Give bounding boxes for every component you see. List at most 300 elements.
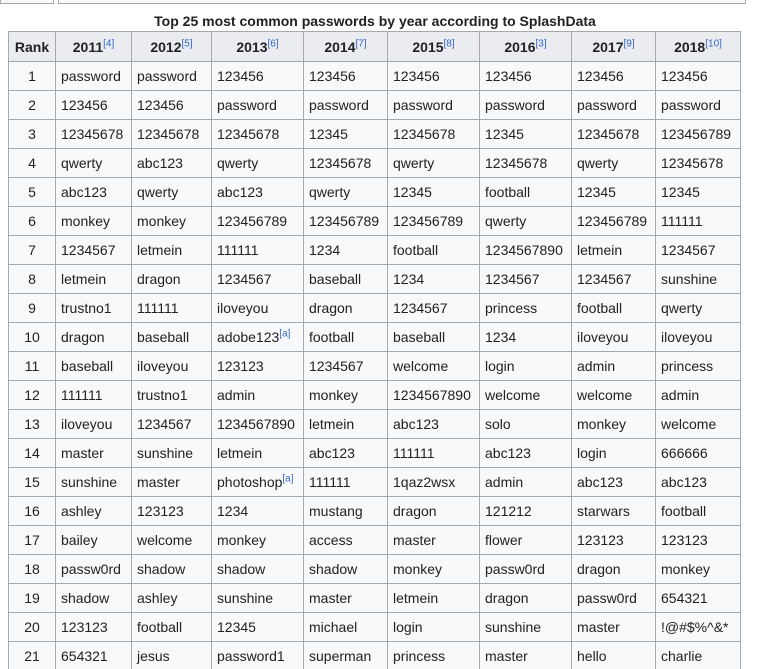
- password-value: 12345: [309, 126, 348, 142]
- password-value: iloveyou: [577, 329, 629, 345]
- password-value: 12345678: [309, 155, 372, 171]
- password-value: password: [393, 97, 453, 113]
- password-value: welcome: [393, 358, 449, 374]
- previous-content-edge: [0, 0, 759, 8]
- password-cell: [132, 439, 212, 468]
- password-value: abc123: [577, 474, 623, 490]
- password-value: 1234567: [661, 242, 716, 258]
- password-value: 1234: [485, 329, 517, 345]
- password-cell: [480, 207, 572, 236]
- password-cell: [572, 207, 656, 236]
- password-value: shadow: [309, 561, 358, 577]
- password-value: qwerty: [661, 300, 703, 316]
- password-value: sunshine: [137, 445, 194, 461]
- password-cell: [656, 62, 741, 91]
- password-value: 121212: [485, 503, 532, 519]
- password-value: princess: [485, 300, 538, 316]
- password-value: 123456789: [217, 213, 288, 229]
- password-cell: [572, 642, 656, 669]
- password-value: letmein: [137, 242, 183, 258]
- password-value: 123123: [137, 503, 184, 519]
- rank-value: 12: [24, 387, 40, 403]
- password-value: 111111: [217, 242, 259, 258]
- note-link[interactable]: [a]: [279, 328, 291, 340]
- password-cell: [56, 62, 132, 91]
- header-year-2015: [388, 32, 480, 62]
- password-value: 111111: [137, 300, 179, 316]
- password-value: welcome: [661, 416, 717, 432]
- password-cell: [212, 642, 304, 669]
- password-value: football: [309, 329, 355, 345]
- table-row: [9, 555, 741, 584]
- password-cell: [56, 207, 132, 236]
- password-cell: [304, 236, 388, 265]
- password-cell: [212, 91, 304, 120]
- password-value: 1234567: [577, 271, 632, 287]
- password-cell: [56, 294, 132, 323]
- password-cell: [572, 294, 656, 323]
- header-rank: [9, 32, 56, 62]
- table-row: [9, 178, 741, 207]
- password-cell: [480, 497, 572, 526]
- password-cell: [480, 323, 572, 352]
- password-cell: [56, 149, 132, 178]
- password-cell: [388, 236, 480, 265]
- password-cell: [212, 381, 304, 410]
- password-cell: [212, 236, 304, 265]
- password-value: 1234: [217, 503, 249, 519]
- password-cell: [656, 352, 741, 381]
- password-value: 1234567: [217, 271, 272, 287]
- password-value: welcome: [485, 387, 541, 403]
- rank-value: 20: [24, 619, 40, 635]
- password-value: baseball: [61, 358, 114, 374]
- table-body: [9, 62, 741, 669]
- password-cell: [212, 149, 304, 178]
- password-value: abc123: [485, 445, 531, 461]
- password-value: master: [309, 590, 352, 606]
- table-row: [9, 62, 741, 91]
- password-value: 1234567: [309, 358, 364, 374]
- password-value: 123456789: [309, 213, 380, 229]
- password-value: 1qaz2wsx: [393, 474, 456, 490]
- password-cell: [56, 120, 132, 149]
- password-cell: [304, 207, 388, 236]
- password-cell: [480, 91, 572, 120]
- password-value: 12345678: [217, 126, 280, 142]
- reference-link[interactable]: [5]: [181, 37, 193, 49]
- password-value: 12345: [485, 126, 524, 142]
- password-cell: [388, 555, 480, 584]
- rank-cell: [9, 468, 56, 497]
- rank-cell: [9, 323, 56, 352]
- password-value: 123123: [577, 532, 624, 548]
- password-value: football: [485, 184, 531, 200]
- password-cell: [212, 497, 304, 526]
- password-value: 111111: [309, 474, 351, 490]
- password-value: flower: [485, 532, 523, 548]
- password-value: iloveyou: [217, 300, 269, 316]
- password-value: 123456789: [577, 213, 648, 229]
- password-cell: [132, 294, 212, 323]
- reference-link[interactable]: [4]: [103, 37, 115, 49]
- password-value: sunshine: [217, 590, 274, 606]
- table-row: [9, 642, 741, 669]
- header-label: 2012: [150, 38, 182, 55]
- password-value: 1234567: [393, 300, 448, 316]
- password-value: 12345: [393, 184, 432, 200]
- password-value: mustang: [309, 503, 363, 519]
- header-year-2012: [132, 32, 212, 62]
- password-value: 123456: [309, 68, 356, 84]
- password-value: michael: [309, 619, 358, 635]
- table-caption: Top 25 most common passwords by year according to SplashData: [154, 13, 596, 29]
- table-row: [9, 468, 741, 497]
- password-value: letmein: [61, 271, 107, 287]
- header-year-2016: [480, 32, 572, 62]
- password-cell: [56, 91, 132, 120]
- password-value: qwerty: [577, 155, 619, 171]
- password-cell: [480, 410, 572, 439]
- password-cell: [480, 555, 572, 584]
- header-label: 2013: [236, 38, 268, 55]
- password-value: login: [485, 358, 515, 374]
- password-value: 12345678: [661, 155, 724, 171]
- rank-cell: [9, 381, 56, 410]
- password-cell: [304, 323, 388, 352]
- password-cell: [56, 323, 132, 352]
- password-cell: [480, 381, 572, 410]
- table-row: [9, 381, 741, 410]
- password-value: hello: [577, 648, 607, 664]
- password-cell: [56, 265, 132, 294]
- password-value: abc123: [137, 155, 183, 171]
- password-cell: [56, 497, 132, 526]
- password-cell: [304, 439, 388, 468]
- password-cell: [212, 178, 304, 207]
- password-cell: [304, 584, 388, 613]
- password-value: abc123: [217, 184, 263, 200]
- password-value: football: [577, 300, 623, 316]
- table-row: [9, 120, 741, 149]
- password-cell: [572, 352, 656, 381]
- prev-table-edge-right: [58, 0, 746, 4]
- rank-cell: [9, 555, 56, 584]
- rank-value: 9: [28, 300, 36, 316]
- password-value: 654321: [661, 590, 708, 606]
- password-value: 111111: [61, 387, 103, 403]
- password-cell: [480, 149, 572, 178]
- password-value: 123456: [61, 97, 108, 113]
- password-value: qwerty: [217, 155, 259, 171]
- password-cell: [480, 352, 572, 381]
- header-label: 2014: [324, 38, 356, 55]
- password-cell: [56, 613, 132, 642]
- password-cell: [132, 381, 212, 410]
- password-cell: [388, 410, 480, 439]
- rank-cell: [9, 120, 56, 149]
- password-value: baseball: [393, 329, 446, 345]
- password-value: 123456789: [393, 213, 464, 229]
- password-cell: [572, 410, 656, 439]
- password-cell: [480, 294, 572, 323]
- password-cell: [132, 352, 212, 381]
- table-row: [9, 149, 741, 178]
- password-cell: [304, 642, 388, 669]
- password-cell: [132, 178, 212, 207]
- password-value: master: [393, 532, 436, 548]
- password-cell: [212, 584, 304, 613]
- password-value: ashley: [137, 590, 178, 606]
- password-value: password: [485, 97, 545, 113]
- rank-value: 16: [24, 503, 40, 519]
- password-cell: [572, 323, 656, 352]
- password-value: sunshine: [485, 619, 542, 635]
- reference-link[interactable]: [8]: [443, 37, 455, 49]
- password-value: princess: [661, 358, 714, 374]
- password-cell: [572, 497, 656, 526]
- password-cell: [480, 62, 572, 91]
- password-cell: [132, 410, 212, 439]
- password-cell: [480, 584, 572, 613]
- password-cell: [388, 584, 480, 613]
- rank-value: 15: [24, 474, 40, 490]
- table-row: [9, 91, 741, 120]
- reference-link[interactable]: [6]: [267, 37, 279, 49]
- table-row: [9, 265, 741, 294]
- password-cell: [388, 178, 480, 207]
- password-cell: [572, 555, 656, 584]
- password-value: 654321: [61, 648, 108, 664]
- password-cell: [480, 178, 572, 207]
- rank-cell: [9, 613, 56, 642]
- passwords-table: [8, 31, 741, 669]
- rank-cell: [9, 526, 56, 555]
- password-cell: [656, 439, 741, 468]
- rank-value: 21: [24, 648, 40, 664]
- password-cell: [212, 62, 304, 91]
- reference-link[interactable]: [10]: [705, 37, 722, 49]
- password-value: password: [217, 97, 277, 113]
- password-cell: [304, 178, 388, 207]
- password-cell: [56, 178, 132, 207]
- password-cell: [132, 323, 212, 352]
- password-cell: [56, 352, 132, 381]
- password-value: superman: [309, 648, 372, 664]
- password-cell: [132, 642, 212, 669]
- table-row: [9, 439, 741, 468]
- password-cell: [212, 265, 304, 294]
- password-value: monkey: [309, 387, 359, 403]
- right-margin: [747, 0, 759, 669]
- password-cell: [656, 642, 741, 669]
- password-cell: [572, 236, 656, 265]
- password-cell: [304, 613, 388, 642]
- password-value: monkey: [393, 561, 443, 577]
- password-value: dragon: [137, 271, 181, 287]
- password-value: charlie: [661, 648, 703, 664]
- password-value: 1234: [393, 271, 425, 287]
- rank-value: 13: [24, 416, 40, 432]
- password-cell: [56, 642, 132, 669]
- password-value: passw0rd: [485, 561, 545, 577]
- rank-cell: [9, 62, 56, 91]
- password-cell: [304, 497, 388, 526]
- password-value: 1234567: [61, 242, 116, 258]
- table-row: [9, 410, 741, 439]
- password-cell: [388, 294, 480, 323]
- password-value: 1234567890: [485, 242, 563, 258]
- password-value: ashley: [61, 503, 102, 519]
- password-cell: [388, 381, 480, 410]
- rank-value: 2: [28, 97, 36, 113]
- password-cell: [56, 584, 132, 613]
- password-cell: [656, 526, 741, 555]
- password-cell: [656, 468, 741, 497]
- password-value: 1234567: [137, 416, 192, 432]
- password-value: password: [137, 68, 197, 84]
- password-cell: [656, 323, 741, 352]
- header-year-2011: [56, 32, 132, 62]
- password-value: master: [137, 474, 180, 490]
- password-value: abc123: [309, 445, 355, 461]
- password-cell: [656, 584, 741, 613]
- password-value: monkey: [217, 532, 267, 548]
- password-value: dragon: [61, 329, 105, 345]
- password-cell: [656, 236, 741, 265]
- header-year-2018: [656, 32, 741, 62]
- password-value: 12345678: [61, 126, 124, 142]
- password-value: master: [485, 648, 528, 664]
- password-value: password: [309, 97, 369, 113]
- password-cell: [656, 381, 741, 410]
- password-cell: [656, 410, 741, 439]
- password-cell: [480, 613, 572, 642]
- password-cell: [304, 468, 388, 497]
- password-value: football: [661, 503, 707, 519]
- password-value: 1234: [309, 242, 341, 258]
- password-value: admin: [217, 387, 256, 403]
- password-cell: [304, 120, 388, 149]
- password-value: monkey: [137, 213, 187, 229]
- password-cell: [212, 294, 304, 323]
- password-value: 12345678: [393, 126, 456, 142]
- header-year-2017: [572, 32, 656, 62]
- password-value: 123456: [137, 97, 184, 113]
- rank-cell: [9, 294, 56, 323]
- password-cell: [388, 352, 480, 381]
- rank-cell: [9, 352, 56, 381]
- header-year-2013: [212, 32, 304, 62]
- password-value: bailey: [61, 532, 98, 548]
- password-value: 12345678: [577, 126, 640, 142]
- password-cell: [304, 294, 388, 323]
- password-value: 666666: [661, 445, 708, 461]
- reference-link[interactable]: [3]: [535, 37, 547, 49]
- rank-value: 1: [28, 68, 36, 84]
- password-value: password: [661, 97, 721, 113]
- password-value: password: [61, 68, 121, 84]
- password-cell: [656, 294, 741, 323]
- rank-value: 7: [28, 242, 36, 258]
- password-value: 111111: [393, 445, 435, 461]
- password-value: adobe123: [217, 329, 280, 345]
- password-cell: [388, 62, 480, 91]
- password-cell: [656, 613, 741, 642]
- password-value: abc123: [61, 184, 107, 200]
- password-cell: [656, 207, 741, 236]
- table-row: [9, 584, 741, 613]
- password-value: passw0rd: [577, 590, 637, 606]
- password-cell: [132, 613, 212, 642]
- rank-cell: [9, 439, 56, 468]
- password-cell: [212, 526, 304, 555]
- password-cell: [388, 265, 480, 294]
- rank-cell: [9, 149, 56, 178]
- header-label: 2018: [674, 38, 706, 55]
- password-cell: [388, 439, 480, 468]
- password-cell: [304, 381, 388, 410]
- password-cell: [212, 323, 304, 352]
- password-cell: [132, 149, 212, 178]
- password-cell: [388, 642, 480, 669]
- password-cell: [572, 120, 656, 149]
- password-value: solo: [485, 416, 511, 432]
- password-cell: [132, 265, 212, 294]
- password-value: baseball: [309, 271, 362, 287]
- password-value: letmein: [217, 445, 263, 461]
- header-label: 2017: [592, 38, 624, 55]
- password-cell: [388, 207, 480, 236]
- password-value: shadow: [137, 561, 186, 577]
- reference-link[interactable]: [7]: [355, 37, 367, 49]
- password-value: passw0rd: [61, 561, 121, 577]
- table-row: [9, 613, 741, 642]
- password-cell: [304, 265, 388, 294]
- password-cell: [480, 526, 572, 555]
- password-value: iloveyou: [137, 358, 189, 374]
- table-row: [9, 526, 741, 555]
- password-value: 123456789: [661, 126, 732, 142]
- table-row: [9, 323, 741, 352]
- password-value: abc123: [661, 474, 707, 490]
- rank-cell: [9, 265, 56, 294]
- password-cell: [572, 584, 656, 613]
- password-cell: [388, 497, 480, 526]
- password-value: master: [61, 445, 104, 461]
- password-cell: [56, 555, 132, 584]
- password-cell: [56, 439, 132, 468]
- password-value: !@#$%^&*: [661, 619, 729, 635]
- password-value: monkey: [61, 213, 111, 229]
- rank-cell: [9, 497, 56, 526]
- password-value: 111111: [661, 213, 703, 229]
- password-cell: [388, 149, 480, 178]
- password-value: dragon: [309, 300, 353, 316]
- password-cell: [304, 526, 388, 555]
- password-cell: [212, 352, 304, 381]
- password-value: qwerty: [137, 184, 179, 200]
- reference-link[interactable]: [9]: [623, 37, 635, 49]
- password-value: monkey: [577, 416, 627, 432]
- rank-cell: [9, 91, 56, 120]
- password-cell: [212, 120, 304, 149]
- table-row: [9, 207, 741, 236]
- rank-cell: [9, 642, 56, 669]
- password-cell: [212, 468, 304, 497]
- password-value: access: [309, 532, 353, 548]
- note-link[interactable]: [a]: [282, 473, 294, 485]
